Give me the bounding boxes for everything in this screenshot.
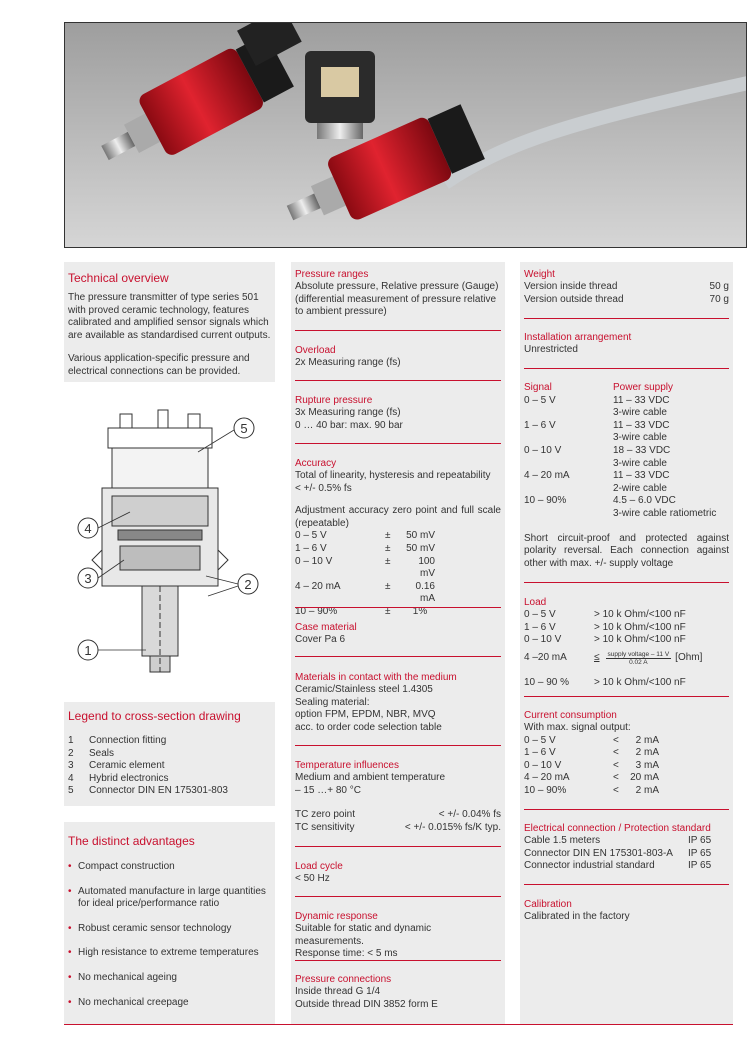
signal-section (524, 382, 729, 570)
current-title: Current consumption (524, 710, 617, 721)
callout-5-label: 5 (240, 421, 248, 436)
materials-line3: option FPM, EPDM, NBR, MVQ (295, 709, 436, 721)
accuracy-text2: < +/- 0.5% fs (295, 482, 352, 494)
pressure-ranges-title: Pressure ranges (295, 269, 369, 280)
advantage-item: • Automated manufacture in large quantities for ideal price/performance ratio (68, 886, 274, 911)
signal-row (524, 395, 729, 420)
accuracy-row (295, 543, 501, 556)
current-row (524, 785, 729, 798)
cross-section-svg (68, 400, 276, 690)
load-formula (606, 651, 672, 666)
pressure-ranges-text: Absolute pressure, Relative pressure (Gauge) (differential measurement of pressure relative to ambient pressure) (295, 281, 499, 318)
current-row (524, 772, 729, 785)
rupture-line2: 0 … 40 bar: max. 90 bar (295, 419, 403, 431)
legend-section (68, 709, 274, 798)
overload-title: Overload (295, 345, 336, 356)
legend-label: Connector DIN EN 175301-803 (89, 785, 228, 797)
dynamic-line2: Response time: < 5 ms (295, 948, 398, 960)
load-title: Load (524, 597, 547, 608)
current-lt: < (613, 759, 619, 771)
power-supply-voltage: 11 – 33 VDC (613, 419, 670, 431)
accuracy-pm: ± (385, 580, 391, 592)
divider (295, 896, 501, 897)
column-2 (295, 269, 501, 319)
electrical-row (524, 860, 729, 873)
load-value: > 10 k Ohm/<100 nF (594, 609, 686, 620)
electrical-title: Electrical connection / Protection standard (524, 823, 711, 834)
advantage-item: • High resistance to extreme temperatures (68, 947, 274, 960)
load-row (524, 677, 729, 690)
power-supply-wiring: 3-wire cable (613, 432, 667, 444)
load-signal: 10 – 90 % (524, 676, 570, 688)
legend-num: 3 (68, 760, 74, 772)
electrical-row (524, 835, 729, 848)
load-row (524, 634, 729, 647)
accuracy-range: 10 – 90% (295, 605, 338, 617)
temperature-line1: Medium and ambient temperature (295, 772, 446, 783)
signal-note: Short circuit-proof and protected against polarity reversal. Each connection against other with max. +/- supply voltage (524, 532, 729, 569)
legend-item (68, 735, 274, 748)
divider (295, 443, 501, 444)
current-signal: 10 – 90% (524, 784, 567, 796)
cross-section-drawing (68, 400, 276, 690)
weight-row (524, 294, 729, 307)
advantage-item: • Robust ceramic sensor technology (68, 923, 274, 936)
signal-heading: Signal (524, 382, 552, 393)
callout-4-label: 4 (84, 521, 92, 536)
accuracy-range: 0 – 5 V (295, 530, 327, 542)
divider (295, 745, 501, 746)
load-cycle-section (295, 861, 501, 886)
power-supply-wiring: 3-wire cable ratiometric (613, 507, 717, 519)
calibration-section (524, 899, 729, 924)
divider (295, 330, 501, 331)
callout-2-label: 2 (244, 577, 252, 592)
current-value: 20 mA (630, 772, 659, 784)
signal-header (524, 382, 729, 395)
electrical-section (524, 823, 729, 873)
product-photo-illustration (65, 23, 747, 248)
connections-section (295, 974, 501, 1011)
divider (524, 809, 729, 810)
materials-line2: Sealing material: (295, 696, 370, 708)
power-supply-voltage: 4.5 – 6.0 VDC (613, 495, 676, 507)
load-value: > 10 k Ohm/<100 nF (594, 676, 686, 688)
callout-1-label: 1 (84, 643, 92, 658)
load-row (524, 609, 729, 622)
advantage-item: • No mechanical creepage (68, 997, 274, 1010)
legend-num: 4 (68, 772, 74, 784)
tc-sens-value: < +/- 0.015% fs/K typ. (404, 821, 501, 833)
bottom-rule (64, 1024, 733, 1025)
overload-text: 2x Measuring range (fs) (295, 357, 401, 368)
accuracy-range: 0 – 10 V (295, 555, 333, 567)
divider (295, 380, 501, 381)
formula-unit: [Ohm] (675, 652, 703, 664)
electrical-value: IP 65 (688, 835, 712, 846)
load-cycle-title: Load cycle (295, 861, 343, 872)
divider (295, 607, 501, 608)
current-value: 2 mA (635, 784, 659, 796)
divider (524, 696, 729, 697)
connections-title: Pressure connections (295, 974, 392, 985)
tc-zero-row (295, 809, 501, 822)
weight-label: Version inside thread (524, 281, 618, 292)
case-title: Case material (295, 622, 357, 633)
weight-row (524, 281, 729, 294)
current-section (524, 710, 729, 798)
current-lt: < (613, 772, 619, 784)
accuracy-title: Accuracy (295, 458, 337, 469)
temperature-section (295, 760, 501, 834)
accuracy-text3: Adjustment accuracy zero point and full scale (repeatable) (295, 505, 501, 529)
rupture-section (295, 395, 501, 432)
load-formula-row (524, 647, 729, 671)
accuracy-text1: Total of linearity, hysteresis and repeatability (295, 470, 491, 481)
weight-value: 50 g (709, 281, 729, 292)
accuracy-row (295, 581, 501, 606)
legend-item (68, 760, 274, 773)
signal-row (524, 420, 729, 445)
load-row (524, 622, 729, 635)
signal-range: 0 – 5 V (524, 394, 556, 406)
current-signal: 1 – 6 V (524, 747, 556, 759)
accuracy-row (295, 530, 501, 543)
divider (524, 368, 729, 369)
accuracy-range: 4 – 20 mA (295, 580, 341, 592)
advantage-item: • Compact construction (68, 861, 274, 874)
load-signal: 1 – 6 V (524, 621, 556, 633)
legend-num: 5 (68, 785, 74, 797)
power-supply-voltage: 11 – 33 VDC (613, 394, 670, 406)
installation-text: Unrestricted (524, 344, 578, 355)
accuracy-table (295, 530, 501, 618)
current-value: 3 mA (635, 759, 659, 771)
electrical-value: IP 65 (688, 847, 712, 859)
legend-label: Hybrid electronics (89, 772, 169, 784)
current-signal: 4 – 20 mA (524, 772, 570, 784)
calibration-title: Calibration (524, 899, 572, 910)
advantages-title: The distinct advantages (68, 834, 195, 848)
tech-overview-section (68, 271, 274, 379)
divider (295, 656, 501, 657)
divider (524, 884, 729, 885)
legend-list (68, 735, 274, 798)
power-supply-heading: Power supply (613, 382, 674, 393)
load-signal: 4 –20 mA (524, 652, 567, 664)
legend-num: 1 (68, 735, 74, 746)
load-signal: 0 – 10 V (524, 634, 562, 646)
divider (295, 960, 501, 961)
accuracy-val: 1% (412, 605, 428, 617)
legend-label: Seals (89, 747, 115, 759)
signal-range: 10 – 90% (524, 495, 567, 507)
signal-range: 1 – 6 V (524, 419, 556, 431)
accuracy-row (295, 556, 501, 581)
overload-section (295, 345, 501, 370)
power-supply-voltage: 11 – 33 VDC (613, 470, 670, 482)
legend-title: Legend to cross-section drawing (68, 709, 241, 723)
dynamic-section (295, 911, 501, 961)
weight-label: Version outside thread (524, 293, 624, 305)
case-section (295, 622, 501, 647)
advantages-list (68, 861, 274, 1009)
divider (524, 318, 729, 319)
materials-title: Materials in contact with the medium (295, 672, 457, 683)
current-lt: < (613, 734, 619, 746)
electrical-value: IP 65 (688, 860, 712, 872)
materials-section (295, 672, 501, 734)
weight-value: 70 g (709, 293, 729, 305)
tc-zero-label: TC zero point (295, 809, 356, 821)
tc-zero-value: < +/- 0.04% fs (438, 809, 501, 821)
rupture-line1: 3x Measuring range (fs) (295, 407, 401, 418)
installation-title: Installation arrangement (524, 332, 632, 343)
connections-line1: Inside thread G 1/4 (295, 986, 381, 997)
accuracy-val: 0.16 mA (415, 580, 435, 605)
signal-range: 0 – 10 V (524, 444, 562, 456)
legend-label: Connection fitting (89, 735, 167, 746)
advantage-item: • No mechanical ageing (68, 972, 274, 985)
signal-row (524, 470, 729, 495)
power-supply-voltage: 18 – 33 VDC (613, 444, 671, 456)
tech-overview-para1: The pressure transmitter of type series 501 with proved ceramic technology, features calibrated and amplified sensor signals which are available as standardised current outputs. (68, 292, 271, 341)
divider (524, 582, 729, 583)
load-signal: 0 – 5 V (524, 609, 556, 620)
load-value: > 10 k Ohm/<100 nF (594, 634, 686, 646)
electrical-label: Connector industrial standard (524, 860, 655, 872)
legend-label: Ceramic element (89, 760, 165, 772)
legend-num: 2 (68, 747, 74, 759)
accuracy-pm: ± (385, 542, 391, 554)
installation-section (524, 332, 729, 357)
formula-denominator: 0.02 A (629, 659, 648, 667)
product-photo (64, 22, 747, 248)
tech-overview-para2: Various application-specific pressure and electrical connections can be provided. (68, 353, 250, 377)
weight-title: Weight (524, 269, 555, 280)
callout-3-label: 3 (84, 571, 92, 586)
temperature-title: Temperature influences (295, 760, 399, 771)
materials-line1: Ceramic/Stainless steel 1.4305 (295, 684, 433, 695)
current-text: With max. signal output: (524, 722, 631, 733)
legend-item (68, 785, 274, 798)
rupture-title: Rupture pressure (295, 395, 373, 406)
tech-overview-title: Technical overview (68, 271, 169, 285)
connections-line2: Outside thread DIN 3852 form E (295, 998, 438, 1010)
accuracy-val: 50 mV (406, 542, 435, 554)
electrical-label: Connector DIN EN 175301-803-A (524, 847, 673, 859)
legend-item (68, 748, 274, 761)
temperature-line2: – 15 …+ 80 °C (295, 784, 361, 796)
electrical-row (524, 848, 729, 861)
load-value: > 10 k Ohm/<100 nF (594, 621, 686, 633)
tc-sens-label: TC sensitivity (295, 821, 355, 833)
materials-line4: acc. to order code selection table (295, 721, 442, 733)
less-equal-sign: ≤ (594, 652, 600, 664)
electrical-label: Cable 1.5 meters (524, 835, 601, 846)
weight-section (524, 269, 729, 306)
dynamic-line1: Suitable for static and dynamic measurements. (295, 923, 432, 947)
tc-sens-row (295, 822, 501, 835)
load-cycle-text: < 50 Hz (295, 873, 330, 884)
signal-row (524, 445, 729, 470)
accuracy-val: 100 mV (418, 555, 435, 580)
formula-numerator: supply voltage – 11 V (607, 651, 670, 659)
current-row (524, 760, 729, 773)
signal-row (524, 495, 729, 520)
accuracy-pm: ± (385, 605, 391, 617)
accuracy-val: 50 mV (406, 530, 435, 542)
current-lt: < (613, 747, 619, 759)
power-supply-wiring: 3-wire cable (613, 407, 667, 419)
accuracy-range: 1 – 6 V (295, 542, 327, 554)
current-row (524, 747, 729, 760)
accuracy-pm: ± (385, 555, 391, 567)
current-value: 2 mA (635, 734, 659, 746)
current-lt: < (613, 784, 619, 796)
legend-item (68, 773, 274, 786)
load-section (524, 597, 729, 689)
current-row (524, 735, 729, 748)
current-value: 2 mA (635, 747, 659, 759)
power-supply-wiring: 2-wire cable (613, 482, 667, 494)
divider (295, 846, 501, 847)
case-text: Cover Pa 6 (295, 634, 346, 645)
advantages-section (68, 834, 274, 1009)
current-signal: 0 – 10 V (524, 759, 562, 771)
accuracy-section (295, 458, 501, 619)
accuracy-pm: ± (385, 530, 391, 542)
signal-range: 4 – 20 mA (524, 470, 570, 482)
current-signal: 0 – 5 V (524, 734, 556, 746)
calibration-text: Calibrated in the factory (524, 911, 630, 922)
power-supply-wiring: 3-wire cable (613, 457, 667, 469)
dynamic-title: Dynamic response (295, 911, 378, 922)
